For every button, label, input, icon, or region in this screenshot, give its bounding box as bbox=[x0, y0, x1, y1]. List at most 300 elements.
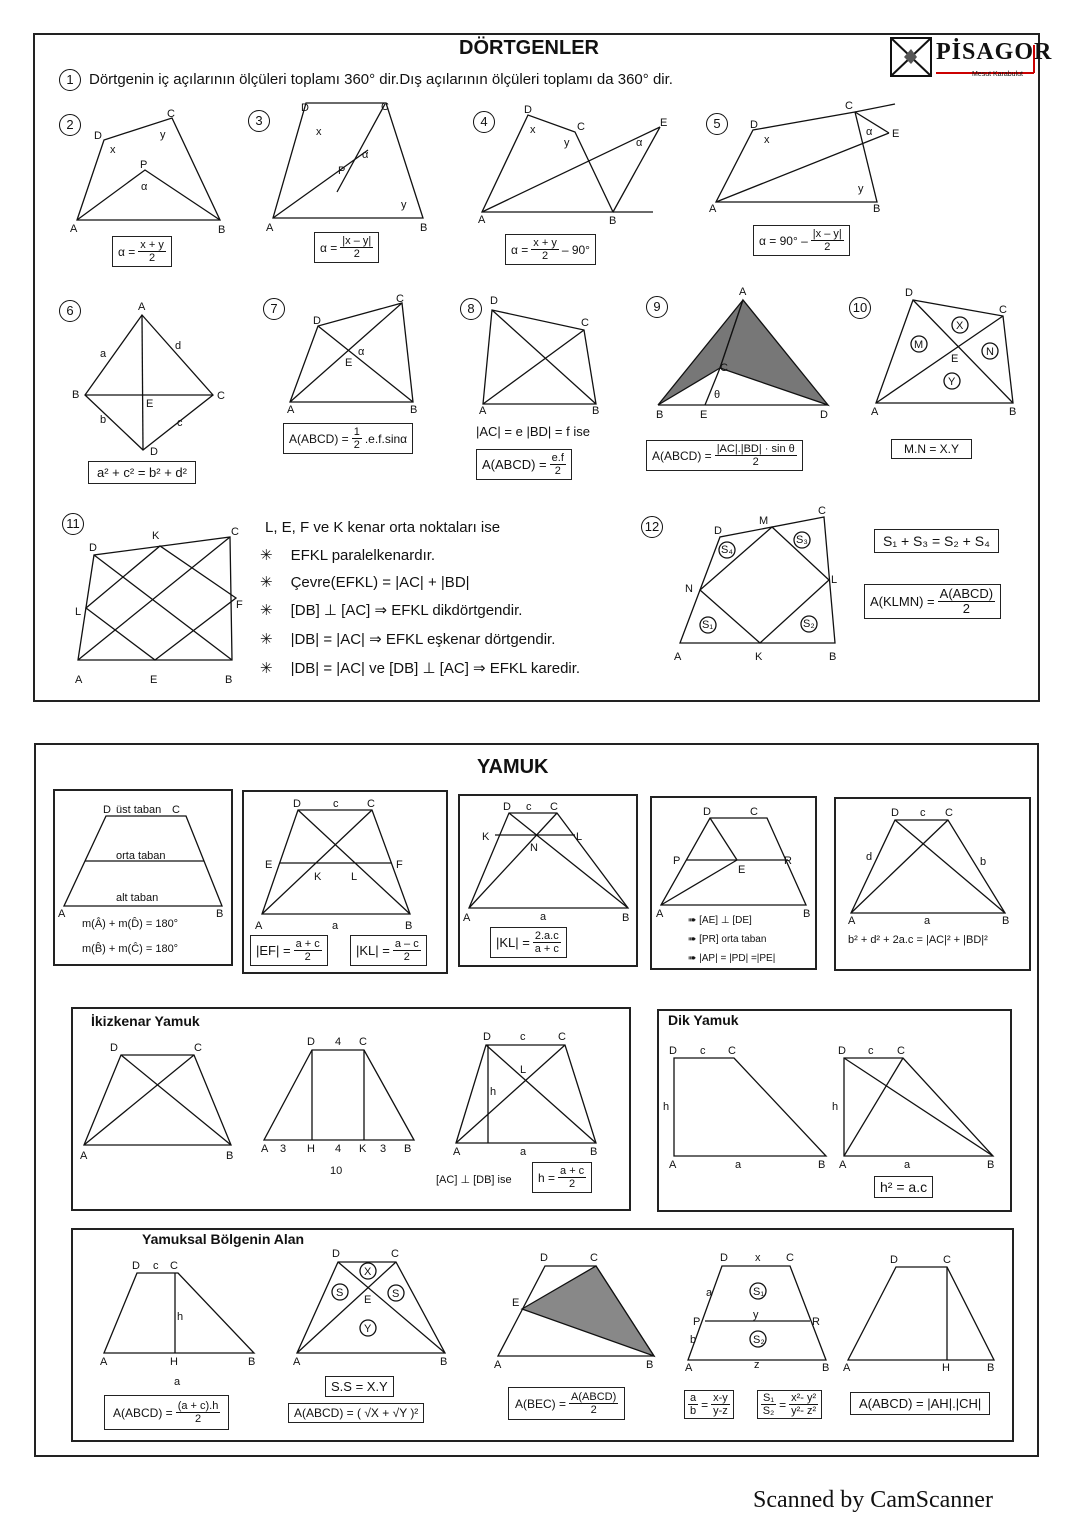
svg-text:b: b bbox=[100, 414, 107, 426]
svg-text:E: E bbox=[146, 398, 154, 410]
svg-text:x: x bbox=[530, 124, 536, 136]
svg-text:A: A bbox=[255, 920, 263, 932]
svg-text:C: C bbox=[359, 1036, 367, 1048]
svg-text:K: K bbox=[755, 651, 763, 663]
svg-text:a: a bbox=[904, 1159, 911, 1171]
formula-4 bbox=[505, 234, 596, 265]
denominator: 2 bbox=[752, 456, 759, 468]
numerator: x + y bbox=[140, 239, 164, 251]
svg-text:B: B bbox=[873, 203, 881, 215]
svg-text:K: K bbox=[152, 530, 160, 542]
denominator: 2 bbox=[541, 250, 549, 262]
svg-text:y: y bbox=[858, 183, 864, 195]
svg-text:B: B bbox=[225, 674, 233, 686]
denominator: S₂ bbox=[762, 1405, 775, 1417]
svg-text:E: E bbox=[345, 357, 353, 369]
svg-text:A: A bbox=[287, 404, 295, 416]
svg-text:B: B bbox=[72, 389, 80, 401]
svg-text:B: B bbox=[987, 1362, 995, 1374]
svg-text:P: P bbox=[338, 165, 346, 177]
svg-text:E: E bbox=[892, 128, 900, 140]
denominator: a + c bbox=[534, 943, 559, 955]
formula-area-4a: $\frac{a}{b}$ = $\frac{x-y}{y-z}$ bbox=[684, 1390, 734, 1419]
svg-text:a: a bbox=[174, 1376, 181, 1388]
bullet: ✳ bbox=[260, 631, 273, 648]
formula-lhs: α = bbox=[320, 240, 338, 255]
formula-isosceles-h bbox=[532, 1162, 592, 1193]
area-title: Yamuksal Bölgenin Alan bbox=[142, 1231, 305, 1247]
svg-text:H: H bbox=[170, 1356, 178, 1368]
svg-text:C: C bbox=[728, 1045, 736, 1057]
svg-text:S₂: S₂ bbox=[753, 1334, 765, 1346]
formula-10: M.N = X.Y bbox=[891, 439, 972, 459]
item-number-11: 11 bbox=[62, 513, 84, 535]
svg-text:y: y bbox=[753, 1309, 759, 1321]
figure-2 bbox=[70, 108, 225, 236]
svg-text:Y: Y bbox=[364, 1323, 372, 1335]
svg-text:c: c bbox=[153, 1260, 159, 1272]
svg-text:C: C bbox=[391, 1248, 399, 1260]
svg-text:C: C bbox=[558, 1031, 566, 1043]
svg-text:C: C bbox=[172, 804, 180, 816]
numerator: e.f bbox=[551, 452, 564, 464]
svg-text:D: D bbox=[891, 807, 899, 819]
figure-9 bbox=[656, 286, 828, 421]
svg-text:A: A bbox=[266, 222, 274, 234]
denominator: 2 bbox=[824, 241, 831, 253]
svg-text:B: B bbox=[410, 404, 418, 416]
formula-area-5: A(ABCD) = |AH|.|CH| bbox=[850, 1392, 990, 1415]
svg-text:E: E bbox=[660, 117, 668, 129]
svg-text:B: B bbox=[226, 1150, 234, 1162]
svg-text:C: C bbox=[577, 121, 585, 133]
denominator: y-z bbox=[713, 1405, 728, 1417]
svg-text:L: L bbox=[520, 1064, 527, 1076]
formula-rhs: .e.f.sinα bbox=[364, 431, 408, 446]
svg-text:D: D bbox=[890, 1254, 898, 1266]
svg-text:M: M bbox=[914, 339, 924, 351]
svg-text:a: a bbox=[332, 920, 339, 932]
property-4 bbox=[260, 630, 555, 648]
property-text: Çevre(EFKL) = |AC| + |BD| bbox=[290, 574, 470, 591]
svg-text:R: R bbox=[784, 855, 792, 867]
right-trapezoid-2 bbox=[832, 1045, 994, 1171]
svg-text:D: D bbox=[307, 1036, 315, 1048]
isosceles-2 bbox=[261, 1036, 414, 1177]
svg-text:B: B bbox=[622, 912, 630, 924]
figure-6 bbox=[72, 301, 225, 458]
figure-11 bbox=[75, 526, 243, 686]
svg-text:E: E bbox=[512, 1297, 520, 1309]
svg-text:F: F bbox=[236, 599, 243, 611]
svg-text:R: R bbox=[812, 1316, 820, 1328]
svg-text:a: a bbox=[706, 1287, 713, 1299]
numerator: a bbox=[690, 1392, 697, 1404]
svg-text:α: α bbox=[141, 181, 148, 193]
svg-text:C: C bbox=[845, 100, 853, 112]
trapezoid-kl bbox=[463, 801, 629, 924]
svg-text:B: B bbox=[248, 1356, 256, 1368]
svg-text:A: A bbox=[293, 1356, 301, 1368]
svg-text:S₂: S₂ bbox=[803, 618, 815, 630]
formula-kl-harmonic bbox=[490, 927, 567, 958]
pisagor-logo bbox=[890, 37, 1053, 81]
svg-text:E: E bbox=[364, 1294, 372, 1306]
svg-text:P: P bbox=[693, 1316, 701, 1328]
svg-text:B: B bbox=[420, 222, 428, 234]
upper-base-label: üst taban bbox=[116, 804, 162, 816]
svg-text:B: B bbox=[1002, 915, 1010, 927]
formula-8-note: |AC| = e |BD| = f ise bbox=[476, 424, 590, 439]
svg-text:y: y bbox=[401, 199, 407, 211]
svg-text:D: D bbox=[490, 295, 498, 307]
svg-text:H: H bbox=[307, 1143, 315, 1155]
svg-text:c: c bbox=[868, 1045, 874, 1057]
svg-text:h: h bbox=[177, 1311, 184, 1323]
numerator: S₁ bbox=[763, 1392, 775, 1404]
svg-text:a: a bbox=[924, 915, 931, 927]
item-number-10: 10 bbox=[849, 297, 871, 319]
svg-text:A: A bbox=[656, 908, 664, 920]
svg-text:h: h bbox=[490, 1086, 497, 1098]
formula-lhs: α = bbox=[511, 242, 529, 257]
svg-text:E: E bbox=[738, 864, 746, 876]
svg-text:D: D bbox=[750, 119, 758, 131]
svg-text:a: a bbox=[735, 1159, 742, 1171]
formula-lhs: |KL| = bbox=[496, 935, 530, 950]
svg-text:S₃: S₃ bbox=[796, 534, 808, 546]
svg-text:A: A bbox=[839, 1159, 847, 1171]
svg-text:B: B bbox=[818, 1159, 826, 1171]
midpoint-condition: L, E, F ve K kenar orta noktaları ise bbox=[265, 519, 501, 536]
svg-text:3: 3 bbox=[280, 1143, 287, 1155]
svg-text:B: B bbox=[829, 651, 837, 663]
svg-text:E: E bbox=[951, 353, 959, 365]
svg-text:x: x bbox=[764, 134, 770, 146]
svg-text:a: a bbox=[540, 911, 547, 923]
trapezoid-diagonals bbox=[848, 807, 1009, 927]
svg-text:A: A bbox=[453, 1146, 461, 1158]
svg-text:D: D bbox=[103, 804, 111, 816]
formula-2 bbox=[112, 236, 172, 267]
svg-text:A: A bbox=[685, 1362, 693, 1374]
svg-text:A: A bbox=[674, 651, 682, 663]
svg-text:D: D bbox=[332, 1248, 340, 1260]
formula-area-1 bbox=[104, 1395, 229, 1430]
svg-text:α: α bbox=[358, 346, 365, 358]
figure-12 bbox=[674, 505, 837, 663]
formula-kl-diff bbox=[350, 935, 427, 966]
svg-text:B: B bbox=[609, 215, 617, 227]
svg-text:C: C bbox=[999, 304, 1007, 316]
svg-text:c: c bbox=[177, 417, 183, 429]
svg-text:K: K bbox=[359, 1143, 367, 1155]
svg-text:c: c bbox=[333, 798, 339, 810]
numerator: a + c bbox=[560, 1165, 585, 1177]
figure-4 bbox=[478, 104, 667, 227]
formula-right-trapezoid: h² = a.c bbox=[874, 1176, 933, 1198]
formula-area-3 bbox=[508, 1387, 625, 1420]
denominator: 2 bbox=[148, 252, 156, 264]
formula-ef bbox=[250, 935, 328, 966]
trapezoid-ef bbox=[255, 798, 412, 932]
numerator: a – c bbox=[394, 938, 419, 950]
svg-text:D: D bbox=[540, 1252, 548, 1264]
svg-text:X: X bbox=[364, 1266, 372, 1278]
item-number-3: 3 bbox=[248, 110, 270, 132]
svg-text:A: A bbox=[100, 1356, 108, 1368]
formula-area-2a: S.S = X.Y bbox=[325, 1376, 394, 1397]
lower-base-label: alt taban bbox=[116, 892, 159, 904]
svg-text:D: D bbox=[313, 315, 321, 327]
rule-1: Dörtgenin iç açılarının ölçüleri toplamı 360° dir.Dış açılarının ölçüleri toplamı da 360° dir. bbox=[89, 71, 673, 88]
svg-text:D: D bbox=[483, 1031, 491, 1043]
numerator: 1 bbox=[353, 426, 360, 438]
figure-7 bbox=[287, 293, 417, 416]
item-number-7: 7 bbox=[263, 298, 285, 320]
denominator: 2 bbox=[353, 248, 360, 260]
denominator: 2 bbox=[403, 951, 410, 963]
property-text: |DB| = |AC| ve [DB] ⊥ [AC] ⇒ EFKL karedir. bbox=[290, 660, 581, 677]
svg-text:c: c bbox=[700, 1045, 706, 1057]
item-number-8: 8 bbox=[460, 298, 482, 320]
angle-rule-1: m(Â) + m(D̂) = 180° bbox=[82, 918, 179, 930]
area-fig-5 bbox=[843, 1254, 994, 1374]
item-number-2: 2 bbox=[59, 114, 81, 136]
svg-text:B: B bbox=[405, 920, 413, 932]
svg-text:C: C bbox=[945, 807, 953, 819]
formula-area-2b: A(ABCD) = ( √X + √Y )² bbox=[288, 1403, 424, 1423]
numerator: x²- y² bbox=[791, 1392, 817, 1404]
svg-text:P: P bbox=[140, 159, 148, 171]
formula-12a: S₁ + S₃ = S₂ + S₄ bbox=[874, 529, 999, 553]
svg-text:x: x bbox=[110, 144, 116, 156]
denominator: y²- z² bbox=[791, 1405, 817, 1417]
svg-text:4: 4 bbox=[335, 1143, 342, 1155]
svg-text:L: L bbox=[351, 871, 358, 883]
property-text: [DB] ⊥ [AC] ⇒ EFKL dikdörtgendir. bbox=[290, 602, 523, 619]
isosceles-1 bbox=[80, 1042, 233, 1162]
svg-text:α: α bbox=[866, 126, 873, 138]
numerator: A(ABCD) bbox=[571, 1391, 617, 1403]
item-number-9: 9 bbox=[646, 296, 668, 318]
property-3 bbox=[260, 601, 522, 619]
svg-text:B: B bbox=[803, 908, 811, 920]
bullet: ✳ bbox=[260, 547, 273, 564]
svg-text:B: B bbox=[1009, 406, 1017, 418]
formula-lhs: α = 90° – bbox=[759, 233, 808, 248]
svg-text:C: C bbox=[786, 1252, 794, 1264]
formula-lhs: A(KLMN) = bbox=[870, 594, 935, 609]
formula-12b bbox=[864, 584, 1001, 619]
denominator: 2 bbox=[569, 1178, 576, 1190]
svg-text:B: B bbox=[987, 1159, 995, 1171]
area-fig-4 bbox=[685, 1252, 829, 1374]
svg-text:A: A bbox=[843, 1362, 851, 1374]
isosceles-title: İkizkenar Yamuk bbox=[91, 1013, 200, 1029]
svg-text:x: x bbox=[316, 126, 322, 138]
svg-text:A: A bbox=[871, 406, 879, 418]
svg-text:X: X bbox=[956, 320, 964, 332]
svg-text:Y: Y bbox=[948, 376, 956, 388]
svg-text:10: 10 bbox=[330, 1165, 343, 1177]
svg-text:E: E bbox=[265, 859, 273, 871]
svg-text:D: D bbox=[503, 801, 511, 813]
scanner-watermark: Scanned by CamScanner bbox=[753, 1487, 993, 1513]
item-number-6: 6 bbox=[59, 300, 81, 322]
svg-text:D: D bbox=[838, 1045, 846, 1057]
figure-5 bbox=[709, 100, 899, 215]
svg-text:A: A bbox=[70, 223, 78, 235]
svg-text:C: C bbox=[897, 1045, 905, 1057]
formula-lhs: |KL| = bbox=[356, 943, 390, 958]
property-text: EFKL paralelkenardır. bbox=[290, 547, 436, 564]
svg-text:C: C bbox=[194, 1042, 202, 1054]
svg-text:c: c bbox=[520, 1031, 526, 1043]
numerator: (a + c).h bbox=[177, 1400, 219, 1412]
numerator: 2.a.c bbox=[534, 930, 559, 942]
numerator: x-y bbox=[713, 1392, 728, 1404]
svg-text:C: C bbox=[381, 101, 389, 113]
svg-text:d: d bbox=[866, 851, 873, 863]
formula-lhs: A(ABCD) = bbox=[113, 1405, 173, 1420]
svg-text:C: C bbox=[396, 293, 404, 305]
trapezoid-bisector bbox=[656, 806, 810, 920]
svg-text:D: D bbox=[905, 287, 913, 299]
svg-text:D: D bbox=[669, 1045, 677, 1057]
svg-text:C: C bbox=[217, 390, 225, 402]
svg-text:y: y bbox=[564, 137, 570, 149]
svg-text:b: b bbox=[690, 1334, 697, 1346]
svg-text:D: D bbox=[703, 806, 711, 818]
svg-text:C: C bbox=[170, 1260, 178, 1272]
bullet: ✳ bbox=[260, 660, 273, 677]
item-number-12: 12 bbox=[641, 516, 663, 538]
svg-text:α: α bbox=[636, 137, 643, 149]
svg-text:E: E bbox=[700, 409, 708, 421]
svg-text:A: A bbox=[739, 286, 747, 298]
svg-text:P: P bbox=[673, 855, 681, 867]
formula-lhs: A(BEC) = bbox=[515, 1396, 567, 1411]
note-3: ➠ |AP| = |PD| =|PE| bbox=[688, 953, 776, 964]
svg-text:θ: θ bbox=[714, 389, 721, 401]
denominator: 2 bbox=[304, 951, 311, 963]
svg-text:A: A bbox=[138, 301, 146, 313]
svg-text:D: D bbox=[524, 104, 532, 116]
denominator: 2 bbox=[962, 601, 970, 616]
formula-lhs: h = bbox=[538, 1170, 556, 1185]
svg-text:B: B bbox=[822, 1362, 830, 1374]
svg-text:c: c bbox=[920, 807, 926, 819]
svg-text:C: C bbox=[550, 801, 558, 813]
svg-text:F: F bbox=[396, 859, 403, 871]
svg-text:y: y bbox=[160, 129, 166, 141]
svg-text:A: A bbox=[478, 214, 486, 226]
svg-text:d: d bbox=[175, 340, 182, 352]
formula-rhs: – 90° bbox=[561, 242, 590, 257]
svg-text:x: x bbox=[755, 1252, 761, 1264]
svg-text:C: C bbox=[818, 505, 826, 517]
property-5 bbox=[260, 659, 580, 677]
svg-text:B: B bbox=[590, 1146, 598, 1158]
numerator: |AC|.|BD| · sin θ bbox=[716, 443, 795, 455]
numerator: |x – y| bbox=[812, 228, 842, 240]
svg-text:H: H bbox=[942, 1362, 950, 1374]
svg-text:c: c bbox=[526, 801, 532, 813]
svg-text:A: A bbox=[80, 1150, 88, 1162]
svg-text:b: b bbox=[980, 856, 987, 868]
svg-text:h: h bbox=[663, 1101, 670, 1113]
svg-text:A: A bbox=[709, 203, 717, 215]
svg-text:D: D bbox=[293, 798, 301, 810]
svg-text:C: C bbox=[581, 317, 589, 329]
svg-text:M: M bbox=[759, 515, 769, 527]
formula-5 bbox=[753, 225, 850, 256]
svg-text:L: L bbox=[75, 606, 82, 618]
svg-text:D: D bbox=[89, 542, 97, 554]
formula-9 bbox=[646, 440, 803, 471]
isosceles-3 bbox=[453, 1031, 597, 1158]
area-fig-3 bbox=[494, 1252, 654, 1371]
svg-text:4: 4 bbox=[335, 1036, 342, 1048]
svg-text:A: A bbox=[58, 908, 66, 920]
svg-text:D: D bbox=[301, 102, 309, 114]
svg-text:S₄: S₄ bbox=[721, 544, 733, 556]
svg-text:N: N bbox=[685, 583, 693, 595]
diagonal-formula: b² + d² + 2a.c = |AC|² + |BD|² bbox=[848, 934, 988, 946]
svg-text:S₁: S₁ bbox=[753, 1286, 765, 1298]
svg-text:3: 3 bbox=[380, 1143, 387, 1155]
svg-text:E: E bbox=[150, 674, 158, 686]
svg-text:z: z bbox=[754, 1359, 760, 1371]
logo-author: Mesut Karabulut bbox=[972, 71, 1023, 78]
item-number-4: 4 bbox=[473, 111, 495, 133]
denominator: 2 bbox=[353, 439, 360, 451]
svg-text:B: B bbox=[216, 908, 224, 920]
section-title-yamuk: YAMUK bbox=[477, 756, 549, 778]
formula-7 bbox=[283, 423, 413, 454]
svg-text:N: N bbox=[530, 842, 538, 854]
isosceles-condition: [AC] ⊥ [DB] ise bbox=[436, 1174, 512, 1186]
denominator: 2 bbox=[194, 1413, 202, 1425]
figure-3 bbox=[266, 101, 427, 234]
denominator: 2 bbox=[554, 465, 561, 477]
svg-text:D: D bbox=[132, 1260, 140, 1272]
svg-text:B: B bbox=[218, 224, 226, 236]
numerator: x + y bbox=[533, 237, 557, 249]
formula-lhs: A(ABCD) = bbox=[289, 431, 349, 446]
svg-text:a: a bbox=[520, 1146, 527, 1158]
formula-8 bbox=[476, 449, 572, 480]
svg-text:C: C bbox=[943, 1254, 951, 1266]
svg-text:A: A bbox=[848, 915, 856, 927]
property-2 bbox=[260, 573, 470, 591]
svg-text:h: h bbox=[832, 1101, 839, 1113]
svg-text:C: C bbox=[750, 806, 758, 818]
svg-text:C: C bbox=[367, 798, 375, 810]
svg-text:B: B bbox=[646, 1359, 654, 1371]
note-2: ➠ [PR] orta taban bbox=[688, 934, 767, 945]
property-1 bbox=[260, 546, 435, 564]
denominator: 2 bbox=[590, 1404, 597, 1416]
right-trapezoid-title: Dik Yamuk bbox=[668, 1012, 739, 1028]
svg-text:K: K bbox=[482, 831, 490, 843]
svg-text:α: α bbox=[362, 149, 369, 161]
svg-text:S: S bbox=[392, 1288, 400, 1300]
svg-text:B: B bbox=[440, 1356, 448, 1368]
svg-text:C: C bbox=[167, 108, 175, 120]
numerator: |x – y| bbox=[342, 235, 372, 247]
